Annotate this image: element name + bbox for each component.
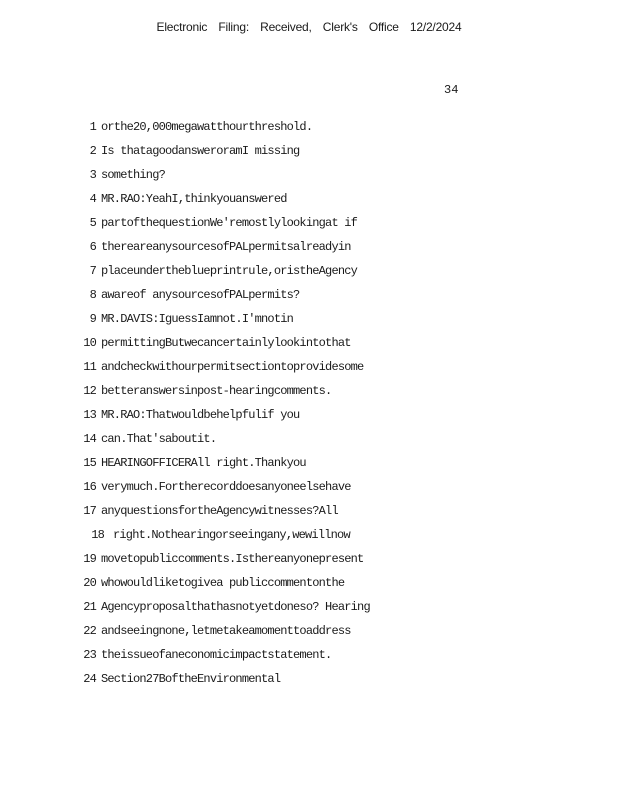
- line-text: permittingButwecancertainlylookintothat: [101, 336, 351, 350]
- line-number: 1: [89, 120, 96, 134]
- line-text: MR.RAO:Thatwouldbehelpfulif you: [101, 408, 300, 422]
- line-number: 7: [89, 264, 96, 278]
- line-text: something?: [101, 168, 166, 182]
- line-number: 18: [91, 528, 104, 542]
- line-text: MR.DAVIS:IguessIamnot.I'mnotin: [101, 312, 294, 326]
- transcript-line: [0, 238, 618, 262]
- line-text: right.Nothearingorseeingany,wewillnow: [113, 528, 350, 542]
- line-number: 13: [83, 408, 96, 422]
- line-text: anyquestionsfortheAgencywitnesses?All: [101, 504, 338, 518]
- transcript-line: [0, 334, 618, 358]
- transcript-lines: [0, 118, 618, 694]
- line-text: thereareanysourcesofPALpermitsalreadyin: [101, 240, 351, 254]
- line-text: awareof anysourcesofPALpermits?: [101, 288, 300, 302]
- transcript-line: [0, 358, 618, 382]
- transcript-line: [0, 622, 618, 646]
- line-number: 16: [83, 480, 96, 494]
- transcript-line: [0, 670, 618, 694]
- line-number: 21: [83, 600, 96, 614]
- transcript-line: [0, 574, 618, 598]
- line-text: Is thatagoodansweroramI missing: [101, 144, 300, 158]
- transcript-line: [0, 550, 618, 574]
- line-number: 11: [83, 360, 96, 374]
- line-number: 4: [89, 192, 96, 206]
- line-number: 8: [89, 288, 96, 302]
- transcript-line: [0, 382, 618, 406]
- transcript-line: [0, 118, 618, 142]
- transcript-line: [0, 214, 618, 238]
- line-number: 5: [89, 216, 96, 230]
- transcript-line: [0, 502, 618, 526]
- line-number: 2: [89, 144, 96, 158]
- line-number: 12: [83, 384, 96, 398]
- line-text: whowouldliketogivea publiccommentonthe: [101, 576, 345, 590]
- transcript-line: [0, 166, 618, 190]
- line-text: Agencyproposalthathasnotyetdoneso? Hearing: [101, 600, 370, 614]
- line-text: can.That'saboutit.: [101, 432, 217, 446]
- line-number: 20: [83, 576, 96, 590]
- line-text: MR.RAO:YeahI,thinkyouanswered: [101, 192, 287, 206]
- line-number: 19: [83, 552, 96, 566]
- line-number: 15: [83, 456, 96, 470]
- line-text: betteranswersinpost-hearingcomments.: [101, 384, 332, 398]
- line-number: 24: [83, 672, 96, 686]
- transcript-line: [0, 430, 618, 454]
- filing-header: Electronic Filing: Received, Clerk's Office 12/2/2024: [156, 20, 462, 34]
- line-text: placeundertheblueprintrule,oristheAgency: [101, 264, 358, 278]
- transcript-line: [0, 190, 618, 214]
- transcript-line: [0, 598, 618, 622]
- line-number: 17: [83, 504, 96, 518]
- line-text: partofthequestionWe'remostlylookingat if: [101, 216, 358, 230]
- line-text: andseeingnone,letmetakeamomenttoaddress: [101, 624, 351, 638]
- transcript-line: [0, 262, 618, 286]
- line-text: verymuch.Fortherecorddoesanyoneelsehave: [101, 480, 351, 494]
- line-number: 6: [89, 240, 96, 254]
- line-number: 3: [89, 168, 96, 182]
- line-number: 23: [83, 648, 96, 662]
- transcript-line: [0, 454, 618, 478]
- transcript-line: [0, 646, 618, 670]
- page-number: 34: [444, 83, 459, 97]
- transcript-line: [0, 310, 618, 334]
- line-number: 14: [83, 432, 96, 446]
- transcript-line: [0, 478, 618, 502]
- line-text: HEARINGOFFICERAll right.Thankyou: [101, 456, 306, 470]
- transcript-line: [0, 142, 618, 166]
- line-number: 22: [83, 624, 96, 638]
- line-text: theissueofaneconomicimpactstatement.: [101, 648, 332, 662]
- line-text: movetopubliccomments.Isthereanyonepresent: [101, 552, 364, 566]
- transcript-line: [0, 526, 618, 550]
- line-number: 10: [83, 336, 96, 350]
- line-text: orthe20,000megawatthourthreshold.: [101, 120, 313, 134]
- line-text: andcheckwithourpermitsectiontoprovidesome: [101, 360, 364, 374]
- line-text: Section27BoftheEnvironmental: [101, 672, 281, 686]
- line-number: 9: [89, 312, 96, 326]
- transcript-line: [0, 286, 618, 310]
- transcript-line: [0, 406, 618, 430]
